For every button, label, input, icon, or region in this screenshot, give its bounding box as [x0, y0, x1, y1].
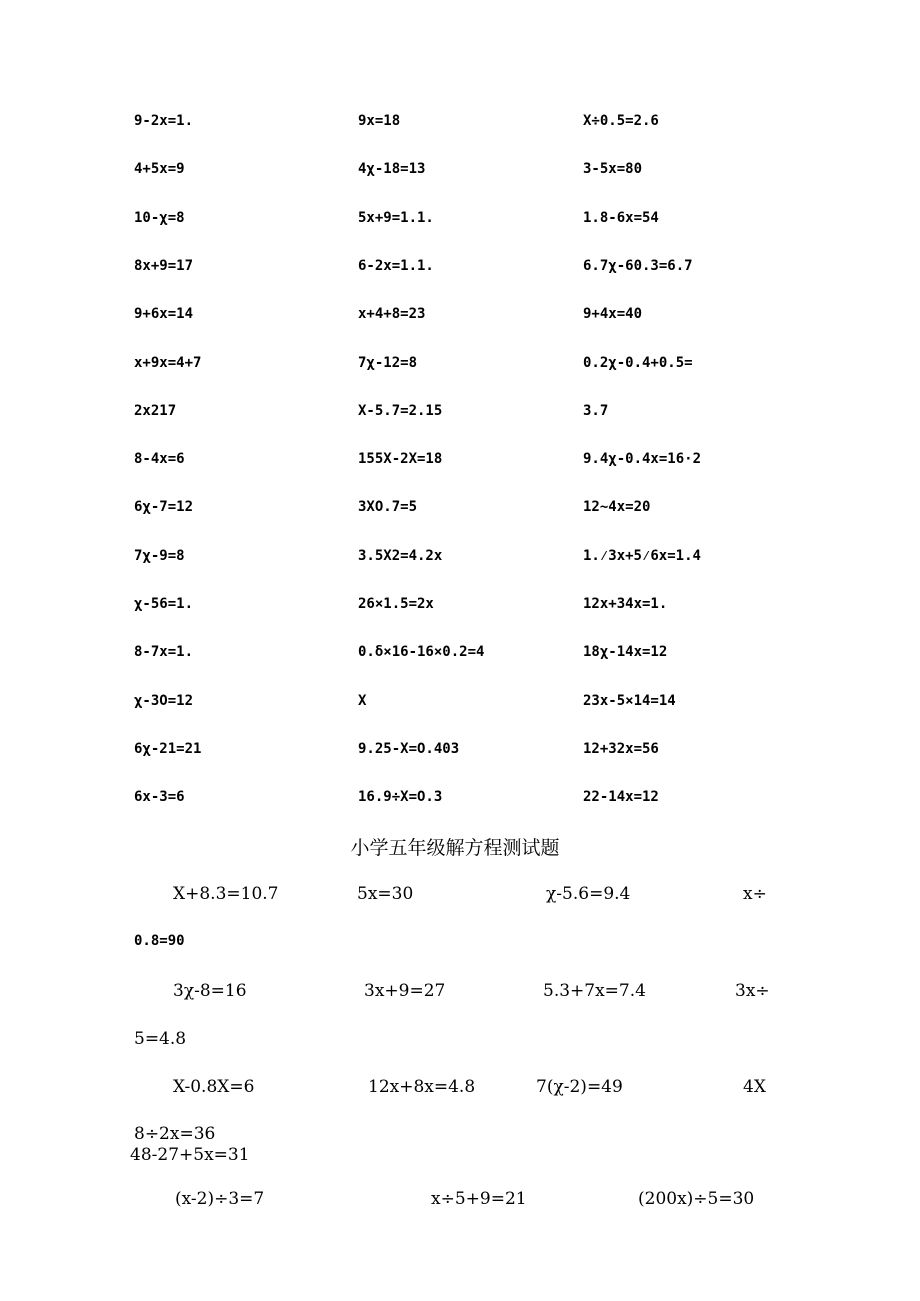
equation: 9+6x=14 — [134, 306, 194, 322]
equation: (x-2)÷3=7 — [175, 1189, 265, 1209]
equation: 6-2x=1.1. — [358, 258, 434, 274]
equation: 12x+34x=1. — [583, 596, 668, 612]
equation: 8x+9=17 — [134, 258, 194, 274]
equation: 9-2x=1. — [134, 113, 194, 129]
equation: 12+32x=56 — [583, 741, 659, 757]
equation: X-5.7=2.15 — [358, 403, 443, 419]
equation: X÷0.5=2.6 — [583, 113, 659, 129]
equation: 3.5X2=4.2x — [358, 548, 443, 564]
equation: 9x=18 — [358, 113, 401, 129]
equation: 3-5x=80 — [583, 161, 643, 177]
equation: 23x-5×14=14 — [583, 693, 676, 709]
equation: x+9x=4+7 — [134, 355, 202, 371]
equation: 9.4χ-0.4x=16·2 — [583, 451, 702, 467]
equation: 3XO.7=5 — [358, 499, 418, 515]
equation: 0.δ×16-16×0.2=4 — [358, 644, 485, 660]
equation: x÷5+9=21 — [431, 1189, 527, 1209]
equation: 155X-2X=18 — [358, 451, 443, 467]
equation: 0.2χ-0.4+0.5= — [583, 355, 693, 371]
equation: 7(χ-2)=49 — [536, 1077, 623, 1097]
equation: 26×1.5=2x — [358, 596, 434, 612]
equation: 4+5x=9 — [134, 161, 185, 177]
equation: χ-3O=12 — [134, 693, 194, 709]
equation: 3.7 — [583, 403, 609, 419]
equation: 18χ-14x=12 — [583, 644, 668, 660]
equation: 12x+8x=4.8 — [368, 1077, 476, 1097]
equation: 4X — [743, 1077, 766, 1097]
equation: 5x=30 — [357, 884, 414, 904]
equation: 10-χ=8 — [134, 210, 185, 226]
equation: 6χ-7=12 — [134, 499, 194, 515]
equation: X-0.8X=6 — [173, 1077, 255, 1097]
equation: 6.7χ-60.3=6.7 — [583, 258, 693, 274]
equation: 1.⁄3x+5⁄6x=1.4 — [583, 548, 701, 564]
equation: 12~4x=20 — [583, 499, 651, 515]
equation: 16.9÷X=O.3 — [358, 789, 443, 805]
equation: 6x-3=6 — [134, 789, 185, 805]
equation: x÷ — [743, 884, 767, 904]
equation: 7χ-9=8 — [134, 548, 185, 564]
equation: 5.3+7x=7.4 — [543, 981, 646, 1001]
equation: 1.8-6x=54 — [583, 210, 659, 226]
equation: 8-4x=6 — [134, 451, 185, 467]
equation: 5x+9=1.1. — [358, 210, 434, 226]
equation-wrap: 8÷2x=36 — [134, 1124, 216, 1144]
equation: 22-14x=12 — [583, 789, 659, 805]
equation-wrap: 5=4.8 — [134, 1029, 187, 1049]
section-title: 小学五年级解方程测试题 — [350, 837, 560, 859]
equation: χ-5.6=9.4 — [546, 884, 631, 904]
equation: 2x217 — [134, 403, 177, 419]
equation: 8-7x=1. — [134, 644, 194, 660]
equation-wrap: 48-27+5x=31 — [130, 1145, 250, 1165]
equation: 4χ-18=13 — [358, 161, 426, 177]
equation: 3x+9=27 — [364, 981, 446, 1001]
equation: X+8.3=10.7 — [173, 884, 279, 904]
equation-wrap: 0.8=90 — [134, 933, 185, 949]
equation: 3x÷ — [735, 981, 770, 1001]
equation: (200x)÷5=30 — [638, 1189, 755, 1209]
equation: 7χ-12=8 — [358, 355, 418, 371]
equation: 6χ-21=21 — [134, 741, 202, 757]
equation: X — [358, 693, 367, 709]
equation: 9+4x=40 — [583, 306, 643, 322]
equation: 3χ-8=16 — [173, 981, 247, 1001]
equation: χ-56=1. — [134, 596, 194, 612]
equation: 9.25-X=O.403 — [358, 741, 460, 757]
equation: x+4+8=23 — [358, 306, 426, 322]
